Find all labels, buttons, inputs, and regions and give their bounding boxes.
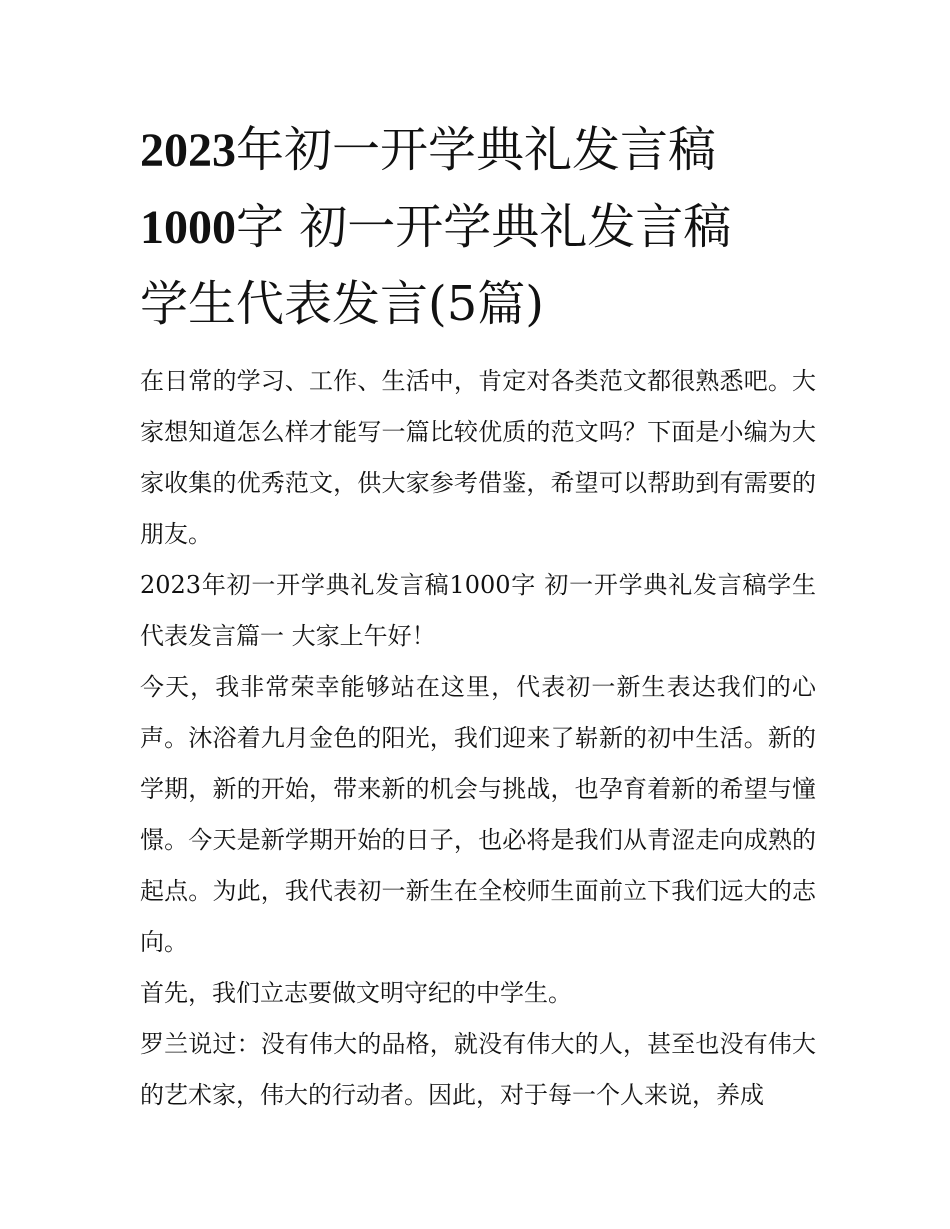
title-text-3: 学生代表发言(5篇) xyxy=(140,276,544,332)
document-body xyxy=(140,356,816,1121)
body-paragraph: 首先，我们立志要做文明守纪的中学生。 xyxy=(140,979,572,1007)
title-line-3 xyxy=(140,266,816,342)
intro-paragraph: 在日常的学习、工作、生活中，肯定对各类范文都很熟悉吧。大家想知道怎么样才能写一篇比较优质的范文吗？下面是小编为大家收集的优秀范文，供大家参考借鉴，希望可以帮助到有需要的朋友。 xyxy=(140,367,816,548)
document-title xyxy=(140,112,816,342)
title-year: 2023 xyxy=(140,124,236,177)
section-heading-paragraph: 2023年初一开学典礼发言稿1000字 初一开学典礼发言稿学生代表发言篇一 大家上午好！ xyxy=(140,571,816,650)
title-text-2: 字 初一开学典礼发言稿 xyxy=(236,199,732,255)
title-word-count: 1000 xyxy=(140,201,236,254)
title-line-2 xyxy=(140,189,816,266)
title-line-1 xyxy=(140,112,816,189)
title-text-1: 年初一开学典礼发言稿 xyxy=(236,122,717,178)
body-paragraph: 罗兰说过：没有伟大的品格，就没有伟大的人，甚至也没有伟大的艺术家，伟大的行动者。因此，对于每一个人来说，养成 xyxy=(140,1030,816,1109)
body-paragraph: 今天，我非常荣幸能够站在这里，代表初一新生表达我们的心声。沐浴着九月金色的阳光，我们迎来了崭新的初中生活。新的学期，新的开始，带来新的机会与挑战，也孕育着新的希望与憧憬。今天是新学期开始的日子，也必将是我们从青涩走向成熟的起点。为此，我代表初一新生在全校师生面前立下我们远大的志向。 xyxy=(140,673,816,956)
document-page xyxy=(140,112,816,1121)
